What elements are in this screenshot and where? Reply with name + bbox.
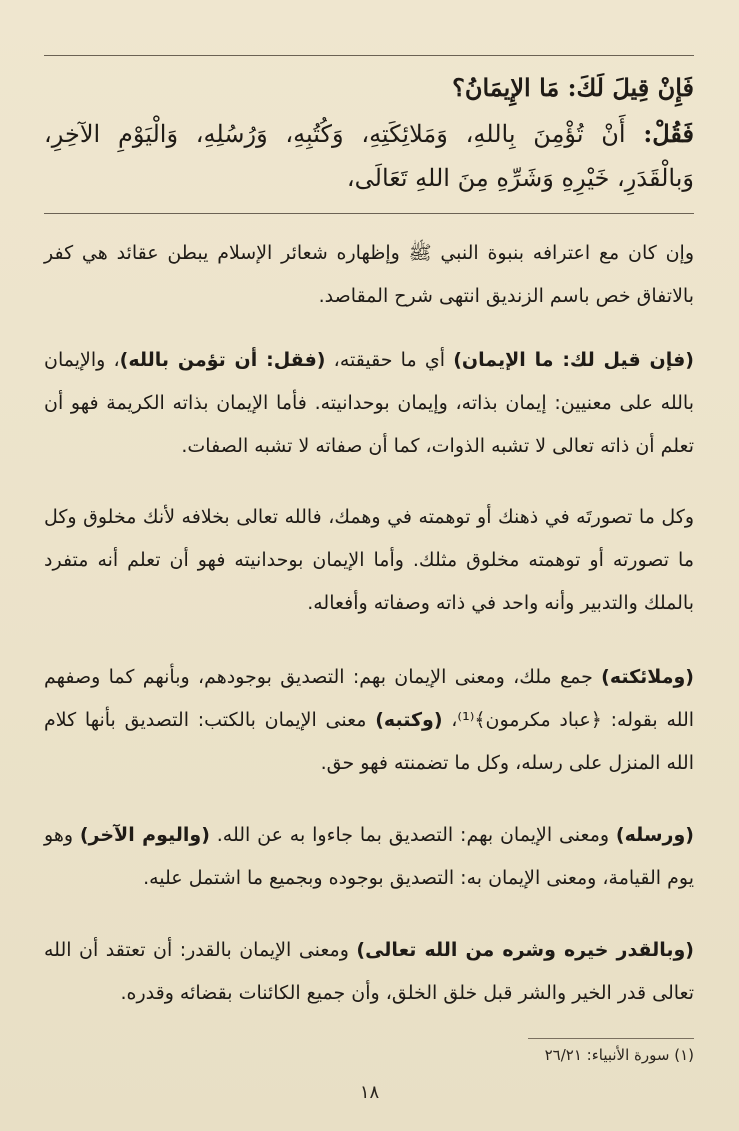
matn-answer-text: أَنْ تُؤْمِنَ بِاللهِ، وَمَلائِكَتِهِ، وَكُتُبِهِ، وَرُسُلِهِ، وَالْيَوْمِ الآخِرِ، وَبالْقَدَرِ، خَيْرِهِ وَشَرِّهِ مِنَ اللهِ تَعَالَى، bbox=[44, 120, 694, 192]
commentary-paragraph-1: وإن كان مع اعترافه بنبوة النبي ﷺ وإظهاره شعائر الإسلام يبطن عقائد هي كفر بالاتفاق خص باسم الزنديق انتهى شرح المقاصد. bbox=[44, 242, 694, 307]
quoted-matn: (فقل: أن تؤمن بالله) bbox=[119, 349, 326, 371]
quoted-matn: (فإن قيل لك: ما الإيمان) bbox=[453, 349, 694, 371]
commentary-paragraph-3: وكل ما تصورتَه في ذهنك أو توهمته في وهمك، فالله تعالى بخلافه لأنك مخلوق وكل ما تصورته أو توهمته مخلوق مثلك. وأما الإيمان بوحدانيته فهو أن تعلم أنه متفرد بالملك والتدبير وأنه واحد في ذاته وصفاته وأفعاله. bbox=[44, 506, 694, 614]
quoted-matn: (واليوم الآخر) bbox=[79, 824, 210, 846]
quoted-matn: (وكتبه) bbox=[375, 709, 443, 731]
commentary-text: ومعنى الإيمان بالقدر: أن تعتقد أن الله تعالى قدر الخير والشر قبل خلق الخلق، وأن جميع الكائنات بقضائه وقدره. bbox=[44, 939, 694, 1004]
commentary-paragraph-2 bbox=[44, 339, 694, 468]
quoted-matn: (وبالقدر خيره وشره من الله تعالى) bbox=[356, 939, 694, 961]
top-rule bbox=[44, 55, 694, 56]
footnote: (١) سورة الأنبياء: ٢٦/٢١ bbox=[544, 1046, 694, 1064]
commentary-text: ومعنى الإيمان بهم: التصديق بما جاءوا به عن الله. bbox=[209, 824, 616, 846]
commentary-text: أي ما حقيقته، bbox=[325, 349, 454, 371]
page-number: ١٨ bbox=[359, 1082, 380, 1103]
commentary-paragraph-5 bbox=[44, 814, 694, 900]
commentary-paragraph-6 bbox=[44, 929, 694, 1015]
matn-question: فَإِنْ قِيلَ لَكَ: مَا الإِيمَانُ؟ bbox=[452, 73, 694, 102]
matn-answer bbox=[44, 112, 694, 200]
footnote-rule bbox=[528, 1038, 694, 1039]
commentary-text: جمع ملك، ومعنى الإيمان بهم: التصديق بوجودهم، وبأنهم كما وصفهم الله بقوله: ﴿عباد مكرمون﴾⁽¹⁾، bbox=[44, 666, 695, 731]
commentary-text: ، والإيمان بالله على معنيين: إيمان بذاته، وإيمان بوحدانيته. فأما الإيمان بذاته الكريمة فهو أن تعلم أن ذاته تعالى لا تشبه الذوات، كما أن صفاته لا تشبه الصفات. bbox=[44, 349, 694, 457]
commentary-text: وهو يوم القيامة، ومعنى الإيمان به: التصديق بوجوده وبجميع ما اشتمل عليه. bbox=[44, 824, 694, 889]
quoted-matn: (وملائكته) bbox=[601, 666, 694, 688]
matn-separator-rule bbox=[44, 213, 694, 214]
quoted-matn: (ورسله) bbox=[615, 824, 694, 846]
commentary-text: معنى الإيمان بالكتب: التصديق بأنها كلام الله المنزل على رسله، وكل ما تضمنته فهو حق. bbox=[44, 709, 694, 774]
matn-answer-lead: فَقُلْ: bbox=[643, 119, 694, 148]
commentary-paragraph-4 bbox=[44, 656, 694, 785]
